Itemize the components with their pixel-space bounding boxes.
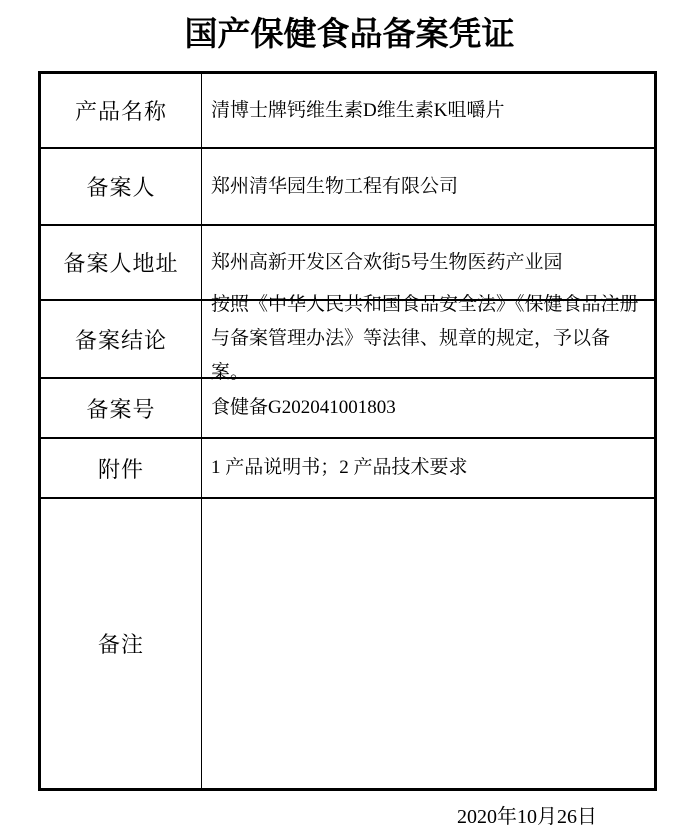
table-row-product-name: [41, 74, 654, 149]
row-value: 按照《中华人民共和国食品安全法》《保健食品注册与备案管理办法》等法律、规章的规定，予以备案。: [211, 294, 639, 383]
table-row-attachments: [41, 439, 654, 499]
issue-date: 2020年10月26日: [457, 806, 597, 828]
row-label: 备案号: [41, 379, 202, 437]
table-row-remarks: [41, 499, 654, 788]
row-label: 备案结论: [41, 301, 202, 377]
row-value: 郑州高新开发区合欢街5号生物医药产业园: [211, 251, 563, 273]
row-label: 附件: [41, 439, 202, 497]
table-row-filing-number: [41, 379, 654, 439]
row-label: 备案人地址: [41, 226, 202, 299]
row-label: 产品名称: [41, 74, 202, 147]
row-value: [202, 499, 654, 788]
row-value: 清博士牌钙维生素D维生素K咀嚼片: [211, 99, 505, 121]
row-label: 备注: [41, 499, 202, 788]
row-value: 1 产品说明书；2 产品技术要求: [211, 457, 468, 478]
table-row-filing-conclusion: [41, 294, 654, 383]
certificate-table: [38, 71, 657, 791]
row-value: 郑州清华园生物工程有限公司: [211, 175, 459, 197]
row-label: 备案人: [41, 149, 202, 224]
table-row-filer: [41, 149, 654, 226]
row-value: 食健备G202041001803: [211, 397, 396, 418]
certificate-title: 国产保健食品备案凭证: [184, 15, 515, 52]
